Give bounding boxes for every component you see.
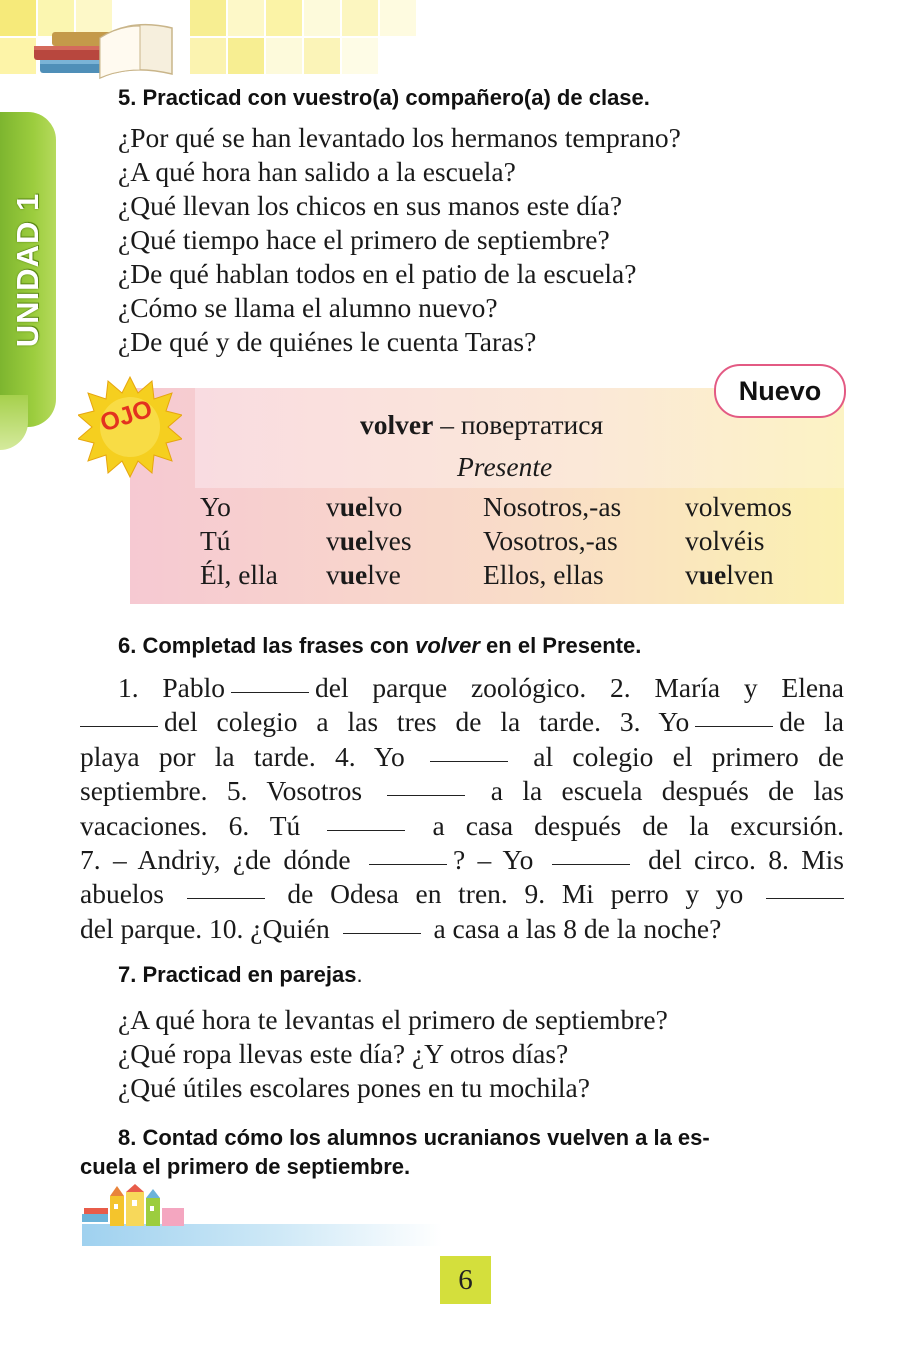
page-number: 6 [440,1256,491,1304]
exercise-8-title-line2: cuela el primero de septiembre. [80,1154,411,1179]
exercise-8-title-line1: 8. Contad cómo los alumnos ucranianos vuelven a la es- [118,1125,710,1150]
question: ¿Cómo se llama el alumno nuevo? [118,292,498,323]
books-illustration [30,8,180,80]
tense-label: Presente [457,451,553,482]
fill-blank [552,864,630,865]
verb-form: vuelvo [326,491,403,522]
exercise-6-text [80,671,844,946]
verb-form: vuelve [326,559,401,590]
text-line: del parque. 10. ¿Quién a casa a las 8 de la noche? [80,912,722,944]
fill-blank [766,898,844,899]
text-line: 7. – Andriy, ¿de dónde ? – Yo del circo. 8. Mis [80,844,844,876]
pronoun: Vosotros,-as [483,525,618,556]
text-line: playa por la tarde. 4. Yo al colegio el primero de [80,740,845,772]
ojo-label: OJO [96,394,156,438]
question: ¿Qué llevan los chicos en sus manos este día? [118,190,623,221]
fill-blank [80,726,158,727]
question: ¿Qué tiempo hace el primero de septiembre? [118,224,610,255]
question: ¿De qué y de quiénes le cuenta Taras? [118,326,537,357]
exercise-5-title: 5. Practicad con vuestro(a) compañero(a) de clase. [118,85,650,110]
fill-blank [695,726,773,727]
verb-form: volvéis [685,525,765,556]
fill-blank [430,761,508,762]
exercise-7-title: 7. Practicad en parejas. [118,962,363,987]
nuevo-badge: Nuevo [714,364,846,418]
question: ¿De qué hablan todos en el patio de la escuela? [118,258,637,289]
exercise-6-title: 6. Completad las frases con volver en el Presente. [118,633,642,658]
fill-blank [387,795,465,796]
fill-blank [327,830,405,831]
fill-blank [343,933,421,934]
unit-label: UNIDAD 1 [10,192,45,348]
question: ¿Por qué se han levantado los hermanos temprano? [118,122,681,153]
verb-form: vuelven [685,559,774,590]
question: ¿Qué útiles escolares pones en tu mochila? [118,1072,590,1103]
pronoun: Yo [200,491,231,522]
verb-form: volvemos [685,491,792,522]
fill-blank [231,692,309,693]
question: ¿A qué hora te levantas el primero de septiembre? [118,1004,668,1035]
pronoun: Tú [200,525,231,556]
verb-form: vuelves [326,525,412,556]
unit-tab-tail [0,395,28,450]
pronoun: Nosotros,-as [483,491,622,522]
fill-blank [369,864,447,865]
question: ¿Qué ropa llevas este día? ¿Y otros días? [118,1038,569,1069]
text-line: abuelos de Odesa en tren. 9. Mi perro y yo [80,877,844,911]
text-line: vacaciones. 6. Tú a casa después de la excursión. [80,809,844,841]
text-line: 1. Pablo del parque zoológico. 2. María y Elena [118,672,844,703]
pronoun: Él, ella [200,559,278,590]
question: ¿A qué hora han salido a la escuela? [118,156,516,187]
verb-heading: volver – повертатися [360,409,604,440]
fill-blank [187,898,265,899]
text-line: septiembre. 5. Vosotros a la escuela después de las [80,775,845,807]
text-line: del colegio a las tres de la tarde. 3. Yo de la [80,705,844,739]
pronoun: Ellos, ellas [483,559,604,590]
school-supplies-illustration [82,1184,192,1234]
